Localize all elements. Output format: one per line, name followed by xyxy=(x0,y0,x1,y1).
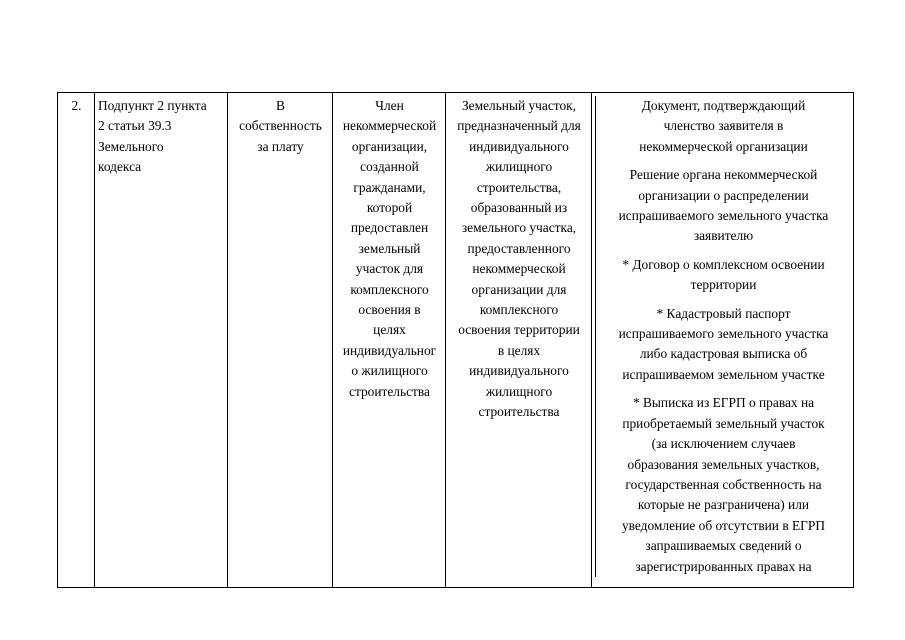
document-table xyxy=(57,92,854,588)
document-item: * Кадастровый паспорт испрашиваемого земельного участка либо кадастровая выписка об испрашиваемом земельном участке xyxy=(618,305,829,382)
document-item: Решение органа некоммерческой организации о распределении испрашиваемого земельного участка заявителю xyxy=(618,167,829,244)
land-plot-cell xyxy=(446,93,592,588)
document-item: * Договор о комплексном освоении территории xyxy=(622,256,825,293)
document-item: * Выписка из ЕГРП о правах на приобретаемый земельный участок (за исключением случаев образования земельных участков, государственная собственность на которые не разграничена) или уведомление об отсутствии в ЕГРП запрашиваемых сведений о зарегистрированных правах на xyxy=(621,395,826,574)
right-type: В собственность за плату xyxy=(239,98,322,154)
documents-cell xyxy=(592,93,854,588)
table-row xyxy=(58,93,854,588)
right-type-cell xyxy=(228,93,333,588)
legal-basis-cell xyxy=(95,93,228,588)
document-item: Документ, подтверждающий членство заявителя в некоммерческой организации xyxy=(639,98,808,154)
row-number: 2. xyxy=(71,98,82,113)
documents-list xyxy=(595,96,851,577)
land-plot-description: Земельный участок, предназначенный для индивидуального жилищного строительства, образованный из земельного участка, предоставленного некоммерческой организации для комплексного освоения территории в целях индивидуального жилищного строительства xyxy=(457,98,581,420)
legal-basis: Подпункт 2 пункта 2 статьи 39.3 Земельного кодекса xyxy=(98,98,207,175)
applicant-cell xyxy=(333,93,446,588)
row-number-cell xyxy=(58,93,95,588)
applicant-description: Член некоммерческой организации, созданной гражданами, которой предоставлен земельный участок для комплексного освоения в целях индивидуальног о жилищного строительства xyxy=(342,98,437,399)
